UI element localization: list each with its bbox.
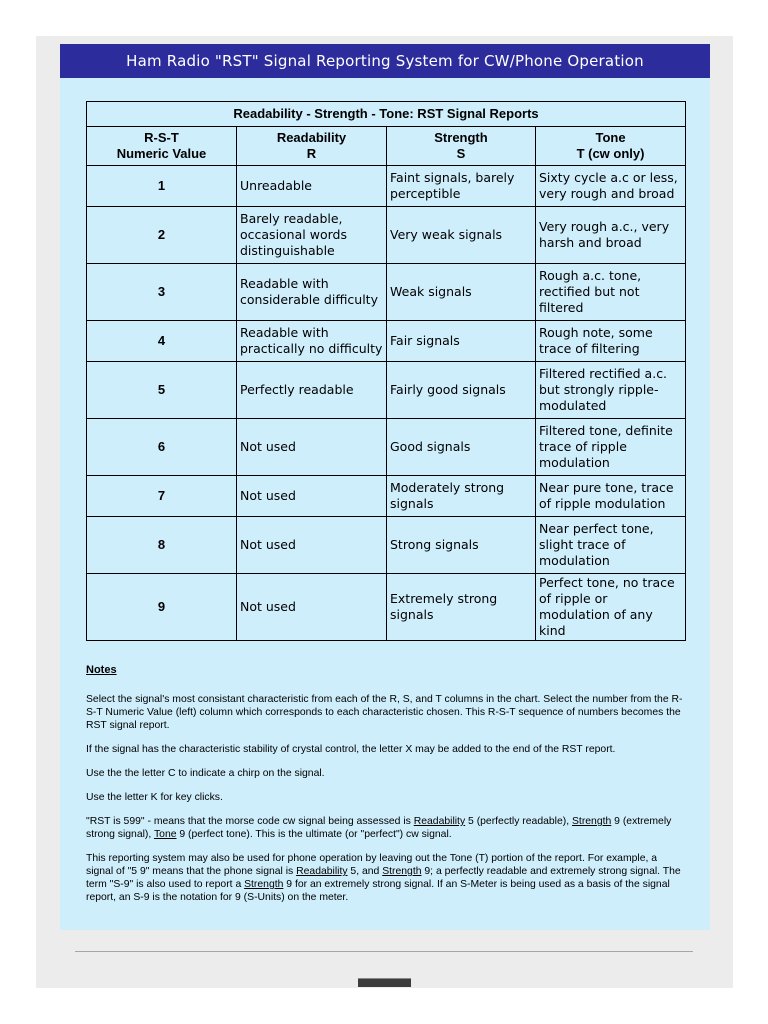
tone-cell: Rough note, some trace of filtering [536,321,686,362]
tone-cell: Sixty cycle a.c or less, very rough and broad [536,166,686,207]
numeric-value-cell: 2 [87,207,237,264]
readability-cell: Unreadable [237,166,387,207]
page-title-banner: Ham Radio "RST" Signal Reporting System for CW/Phone Operation [60,44,710,78]
strength-link[interactable]: Strength [572,816,612,827]
notes-paragraph: This reporting system may also be used for phone operation by leaving out the Tone (T) portion of the report. For example, a signal of "5 9" means that the phone signal is Readability 5, and Strength 9; a perfectly readable and extremely strong signal. The term "S-9" is also used to report a Strength 9 for an extremely strong signal. If an S-Meter is being used as a basis of the signal report, an S-9 is the notation for 9 (S-Units) on the meter. [86,853,681,903]
strength-link[interactable]: Strength [382,866,422,877]
column-header-tone: Tone T (cw only) [536,127,686,166]
tone-cell: Filtered rectified a.c. but strongly ripple-modulated [536,362,686,419]
table-row [87,362,686,419]
table-row [87,321,686,362]
readability-cell: Readable with considerable difficulty [237,264,387,321]
table-header-row [87,127,686,166]
readability-link[interactable]: Readability [413,816,466,827]
column-header-readability: Readability R [237,127,387,166]
rst-table [86,101,686,641]
strength-cell: Very weak signals [387,207,536,264]
strength-cell: Faint signals, barely perceptible [387,166,536,207]
table-row [87,517,686,574]
tone-cell: Filtered tone, definite trace of ripple modulation [536,419,686,476]
strength-cell: Moderately strong signals [387,476,536,517]
tone-cell: Near perfect tone, slight trace of modulation [536,517,686,574]
table-caption: Readability - Strength - Tone: RST Signal Reports [87,102,686,127]
horizontal-divider [75,951,693,952]
strength-cell: Extremely strong signals [387,574,536,641]
strength-cell: Strong signals [387,517,536,574]
tone-cell: Rough a.c. tone, rectified but not filtered [536,264,686,321]
strength-cell: Fair signals [387,321,536,362]
readability-cell: Readable with practically no difficulty [237,321,387,362]
numeric-value-cell: 4 [87,321,237,362]
tone-link[interactable]: Tone [153,829,177,840]
notes-heading: Notes [86,664,117,676]
readability-cell: Not used [237,574,387,641]
numeric-value-cell: 3 [87,264,237,321]
table-row [87,166,686,207]
notes-paragraph: Use the the letter C to indicate a chirp on the signal. [86,768,325,779]
column-header-strength: Strength S [387,127,536,166]
readability-cell: Not used [237,419,387,476]
notes-paragraph: If the signal has the characteristic stability of crystal control, the letter X may be added to the end of the RST report. [86,744,616,755]
column-header-numeric-value: R-S-T Numeric Value [87,127,237,166]
numeric-value-cell: 7 [87,476,237,517]
notes-paragraph: Use the letter K for key clicks. [86,792,223,803]
table-row [87,574,686,641]
tone-cell: Perfect tone, no trace of ripple or modulation of any kind [536,574,686,641]
strength-link[interactable]: Strength [244,879,284,890]
table-row [87,207,686,264]
numeric-value-cell: 1 [87,166,237,207]
readability-cell: Barely readable, occasional words distinguishable [237,207,387,264]
readability-cell: Not used [237,517,387,574]
notes-section [86,664,685,915]
tone-cell: Near pure tone, trace of ripple modulation [536,476,686,517]
table-row [87,476,686,517]
numeric-value-cell: 8 [87,517,237,574]
readability-cell: Not used [237,476,387,517]
numeric-value-cell: 5 [87,362,237,419]
numeric-value-cell: 6 [87,419,237,476]
numeric-value-cell: 9 [87,574,237,641]
notes-paragraph: Select the signal's most consistant characteristic from each of the R, S, and T columns in the chart. Select the number from the R-S-T Numeric Value (left) column which corresponds to each characteristic chosen. This R-S-T sequence of numbers becomes the RST signal report. [86,694,683,731]
table-row [87,419,686,476]
page-scroll-handle[interactable] [358,978,411,987]
strength-cell: Fairly good signals [387,362,536,419]
notes-paragraph: "RST is 599" - means that the morse code cw signal being assessed is Readability 5 (perfectly readable), Strength 9 (extremely strong signal), Tone 9 (perfect tone). This is the ultimate (or "perfect") cw signal. [86,816,672,840]
strength-cell: Good signals [387,419,536,476]
tone-cell: Very rough a.c., very harsh and broad [536,207,686,264]
table-row [87,264,686,321]
readability-link[interactable]: Readability [296,866,348,877]
strength-cell: Weak signals [387,264,536,321]
readability-cell: Perfectly readable [237,362,387,419]
